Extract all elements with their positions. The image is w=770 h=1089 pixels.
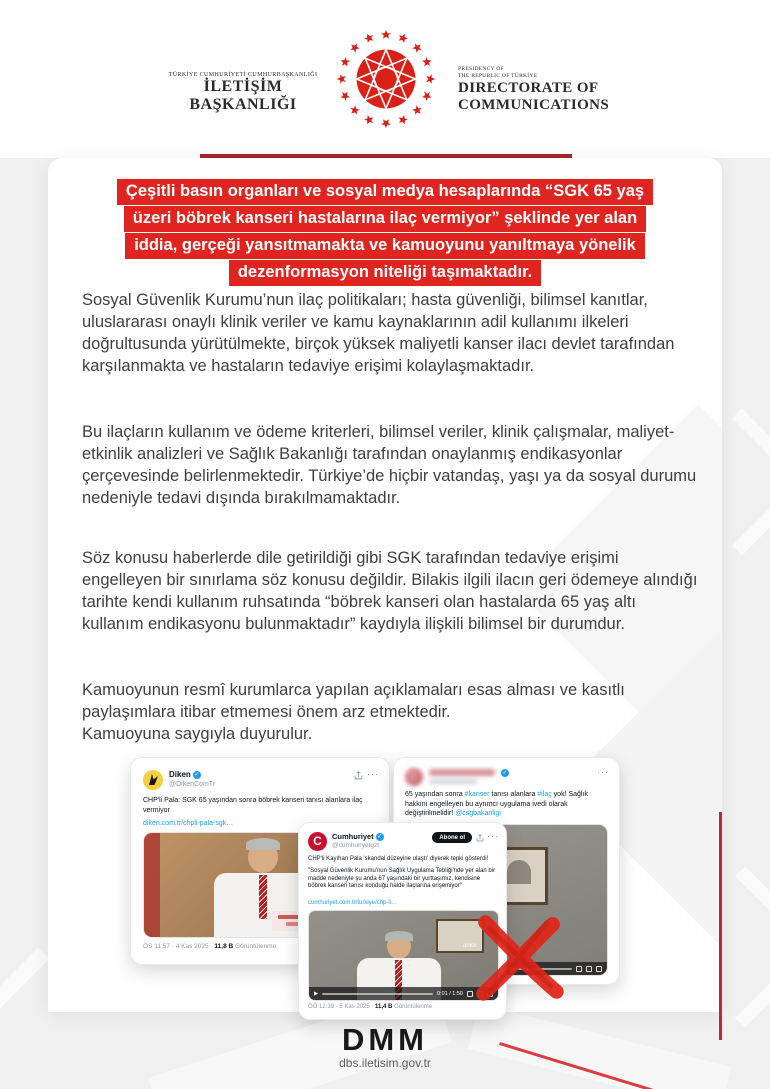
blurred-avatar [405,768,423,786]
closing-line-2: Kamuoyuna saygıyla duyurulur. [82,725,313,743]
views-count: 11,8 B [214,943,234,950]
verified-badge-icon: ✓ [377,834,383,840]
claim-line [48,260,722,286]
pip-icon[interactable] [586,966,592,972]
dmm-logo: DMM [341,1022,429,1057]
account-handle: @DikenComTr [169,781,216,788]
photo-figure [507,860,531,884]
claim-line [48,206,722,232]
person-hair [246,838,280,850]
claim-banner [48,178,722,287]
mention-link[interactable]: @csgbakanligi [455,810,501,817]
tweet-text-part: tanısı alanlara [489,791,538,798]
tweet-meta [143,943,276,950]
right-logo-text [458,66,658,114]
claim-line-text: iddia, gerçeği yansıtmamakta ve kamuoyunu yanıltmaya yönelik [125,233,645,259]
right-logo-small-line-2: THE REPUBLIC OF TÜRKİYE [458,73,538,79]
left-logo-text [148,72,338,114]
blurred-account-handle [429,779,477,784]
more-icon[interactable]: ··· [597,767,609,777]
tweet-text: CHP'li Pala: SGK 65 yaşından sonra böbrek kanseri tanısı alanlara ilaç vermiyor [143,797,363,814]
share-icon[interactable] [354,771,363,780]
views-label: Görüntülenme [233,943,277,950]
fullscreen-icon[interactable] [596,966,602,972]
account-name-row [332,832,384,841]
quote-text: "Sosyal Güvenlik Kurumu'nun Sağlık Uygulama Tebliği'nde yer alan bir madde nedeniyle şu anda 67 yaşındaki bir yurttaşımız, kendisine böbrek kanseri tanısı konduğu halde ilaçlarına erişemiyor" [308,868,496,889]
claim-line [48,179,722,205]
more-icon[interactable]: ··· [487,831,499,841]
share-icon[interactable] [476,834,484,842]
cumhuriyet-avatar: C [308,832,327,851]
tweet-text-part: 65 yaşından sonra [405,791,465,798]
paragraph-2: Bu ilaçların kullanım ve ödeme kriterleri, bilimsel veriler, klinik çalışmalar, maliyet-etkinlik analizleri ve Sağlık Bakanlığı tarafından onaylanmış endikasyonlar çerçevesinde belirlenmektedir. Türkiye’de hiçbir vatandaş, yaşı ya da sosyal durumu nedeniyle tedavi dışında bırakılmamaktadır. [82,423,697,507]
verified-badge-icon: ✓ [194,772,200,778]
video-controls[interactable] [309,987,498,1000]
settings-icon[interactable] [576,966,582,972]
tweet-timestamp: ÖS 11:57 · 4 Kas 2025 · [143,943,215,950]
footer-url: dbs.iletisim.gov.tr [339,1056,431,1070]
right-logo-small-line-1: PRESIDENCY OF [458,66,505,72]
tweet-timestamp: ÖÖ 12:39 · 5 Kas 2025 · [308,1004,376,1010]
red-x-stamp [472,912,568,1002]
diken-avatar [143,770,163,790]
account-name: Diken [169,770,191,779]
claim-line-text: dezenformasyon niteliği taşımaktadır. [229,260,541,286]
video-thumbnail[interactable] [308,910,499,1001]
views-count: 11,4 B [375,1004,393,1010]
tweet-text-part: yok! Sağlık hakkını engelleyen bu ayrımcı uygulama ivedi olarak değiştirilmelidir! [405,791,588,817]
red-accent-line [719,812,722,1040]
left-logo-large-line: İLETİŞİM BAŞKANLIĞI [189,78,297,113]
account-name-row [169,770,201,779]
hashtag-link[interactable]: #ilaç [537,791,552,798]
tweet-text [405,790,605,819]
right-logo-large-line-1: DIRECTORATE OF [458,80,599,96]
verified-badge-icon: ✓ [502,770,508,776]
video-time: 0:01 / 1:50 [437,990,463,997]
paragraph-1: Sosyal Güvenlik Kurumu’nun ilaç politikaları; hasta güvenliği, bilimsel kanıtlar, uluslararası onaylı klinik veriler ve kamu kaynaklarının adil kullanımı ilkeleri doğrultusunda yürütülmekte, birçok yüksek maliyetli kanser ilacı devlet tarafından karşılanmakta ve hastaların tedaviye erişimi kolaylaşmaktadır. [82,291,675,375]
claim-line-text: Çeşitli basın organları ve sosyal medya hesaplarında “SGK 65 yaş [117,179,653,205]
tweet-link[interactable]: diken.com.tr/chpli-pala-sgk… [143,820,234,827]
more-icon[interactable]: ··· [367,769,379,779]
right-logo-large-line-2: COMMUNICATIONS [458,97,610,113]
person-tie [259,875,267,919]
views-label: Görüntülenme [392,1004,433,1010]
flag-strip [144,833,160,937]
hashtag-link[interactable]: #kanser [464,791,490,798]
header-divider-bar [200,154,572,158]
watermark: anka [462,943,476,949]
account-handle: @cumhuriyetgzt [332,842,380,849]
presidency-emblem-icon [335,28,437,130]
claim-line-text: üzeri böbrek kanseri hastalarına ilaç vermiyor” şeklinde yer alan [124,206,646,232]
play-button-icon[interactable]: ▶ [314,990,319,997]
progress-bar[interactable] [322,993,433,995]
tweet-link[interactable]: cumhuriyet.com.tr/turkiye/chp-li… [308,900,398,906]
subscribe-button[interactable]: Abone ol [432,832,472,843]
claim-line [48,233,722,259]
blurred-account-name [429,769,495,776]
closing-paragraph [82,679,700,745]
tweet-meta [308,1004,432,1010]
closing-line-1: Kamuoyunun resmî kurumlarca yapılan açıklamaları esas alması ve kasıtlı paylaşımlara itibar etmemesi önem arz etmektedir. [82,681,625,721]
person-hair [385,931,413,941]
tweet-text: CHP'li Kayıhan Pala 'skandal düzeyine ulaştı' diyerek tepki gösterdi! [308,856,489,862]
account-name: Cumhuriyet [332,832,374,841]
left-logo-small-line: TÜRKİYE CUMHURİYETİ CUMHURBAŞKANLIĞI [168,72,318,78]
paragraph-3: Söz konusu haberlerde dile getirildiği gibi SGK tarafından tedaviye erişimi engelleyen bir sınırlama söz konusu değildir. Bilakis ilgili ilacın geri ödemeye alındığı tarihte kendi kullanım ruhsatında “böbrek kanseri olan hastalarda 65 yaş altı kullanım endikasyonu bulunmaktadır” kaydıyla ilişkili bilimsel bir durumdur. [82,549,698,633]
